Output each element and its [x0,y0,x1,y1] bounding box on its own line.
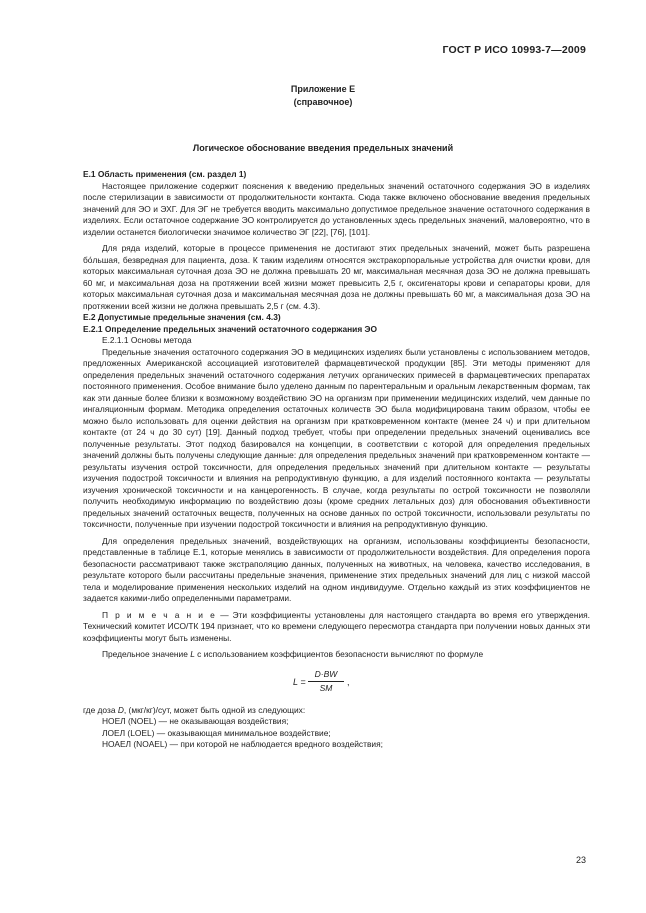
page-number: 23 [575,855,586,865]
list-item: НОАЕЛ (NOAEL) — при которой не наблюдается вредного воздействия; [102,739,383,749]
formula-lhs: L = [293,676,306,687]
formula-intro-text-end: с использованием коэффициентов безопасности вычисляют по формуле [194,649,484,659]
note [83,610,590,645]
where-variable: D [117,704,124,715]
list-item: НОЕЛ (NOEL) — не оказывающая воздействия; [102,716,289,726]
section-e1-heading: Е.1 Область применения (см. раздел 1) [83,169,247,179]
where-text: где доза [83,704,118,715]
formula-intro-variable: L [190,649,195,659]
section-e2-heading: Е.2 Допустимые предельные значения (см. 4.3) [83,312,281,322]
section-e21-heading: Е.2.1 Определение предельных значений остаточного содержания ЭО [83,323,378,334]
list-item: ЛОЕЛ (LOEL) — оказывающая минимальное воздействие; [102,727,331,738]
annex-status: (справочное) [293,96,353,107]
formula-numerator: D·BW [308,669,344,683]
formula-fraction [308,669,344,695]
section-e211-paragraph-2: Для определения предельных значений, воздействующих на организм, использованы коэффициенты безопасности, представленные в таблице Е.1, которые менялись в зависимости от продолжительности воздействия. Для определения порога безопасности рассматривают также экстраполяцию данных, полученных на животных, на человека, качество исследования, в результате которого были рассчитаны предельные значения, применение этих предельных значений для лиц с низкой массой тела и моделирование применения нескольких изделий на одном индивидууме. Отдельно каждый из этих коэффициентов не задается какими-либо определенными параметрами. [83,535,590,603]
dose-list [83,716,590,751]
note-text: — Эти коэффициенты установлены для настоящего стандарта во время его утверждения. Технический комитет ИСО/ТК 194 признает, что ко времени следующего пересмотра стандарта при получении новых данных эти коэффициенты могут быть изменены. [83,609,590,643]
standard-designation: ГОСТ Р ИСО 10993-7—2009 [442,44,586,56]
formula-intro [83,649,590,661]
section-e1-paragraph-2: Для ряда изделий, которые в процессе применения не достигают этих предельных значений, может быть разрешена бо́льшая, безвредная для пациента, доза. К таким изделиям относятся экстракорпоральные устройства для очистки крови, для которых максимальная суточная доза ЭО не должна превышать 20 мг, максимальная месячная доза ЭО не должна превышать 60 мг, и максимальная доза на протяжении всей жизни может превысить 2,5 г, оксигенаторы крови и сепараторы крови, для которых максимальная суточная доза и максимальная месячная доза не должны превышать 60 мг, а максимальная доза ЭО на протяжении всей жизни не должна превышать 2,5 г (см. 4.3). [83,243,590,311]
formula-trail: , [347,676,350,687]
where-text-end: , (мкг/кг)/сут, может быть одной из следующих: [123,704,306,715]
section-e1-paragraph-1: Настоящее приложение содержит пояснения к введению предельных значений остаточного содержания ЭО в изделиях после стерилизации в зависимости от продолжительности контакта. Сюда также включено обоснование введения предельных значений для ЭО и ЭХГ. Для ЭГ не требуется вводить максимально допустимое предельное значение остаточного содержания в изделиях. Если остаточное содержание ЭО контролируется до установленных здесь предельных значений, маловероятно, что в изделии останется биологически значимое количество ЭГ [22], [76], [101]. [83,180,590,237]
annex-header [0,83,646,108]
note-label: П р и м е ч а н и е [102,609,217,620]
formula-intro-text: Предельное значение [102,649,191,659]
formula [83,665,590,705]
section-e211-heading: Е.2.1.1 Основы метода [102,335,192,345]
annex-title: Приложение Е [290,84,356,94]
document-body [83,169,590,751]
document-title: Логическое обоснование введения предельных значений [192,143,454,153]
where-clause [83,705,590,717]
section-e211-paragraph-1: Предельные значения остаточного содержания ЭО в медицинских изделиях были установлены с использованием методов, предложенных Американской ассоциацией изготовителей фармацевтической продукции [85]. Эти методы применяют для определения предельных значений остаточного содержания летучих органических примесей в фармацевтических препаратах постоянного применения. Особое внимание было уделено данным по парентеральным и оральным лекарственным формам, так как эти данные более близки к возможному воздействию ЭО на организм при применении медицинских изделий, чем данные по ингаляционным формам. Методика определения остаточных количеств ЭО была модифицирована таким образом, чтобы ее можно было использовать для оценки действия на организм при кратковременном контакте (менее 24 ч) и при длительном контакте (от 24 ч до 30 сут) [19]. Данный подход требует, чтобы при определении предельных значений оценивались все полученные результаты. Этот подход базировался на концепции, в соответствии с которой для определения предельных значений должны быть получены следующие данные: для определения предельных значений при кратковременном контакте — результаты изучения острой токсичности, для определения предельных значений при длительном контакте — результаты изучения подострой токсичности и влияния на репродуктивную функцию, а для изделий постоянного контакта — результаты изучения хронической токсичности и на канцерогенность. В случае, когда результаты по острой токсичности не позволяли получить необходимую информацию по воздействию дозы (кроме средних летальных доз) для обоснования объективности предельных значений остаточных веществ, полученных на основе данных по острой токсичности, использовали результаты по токсичности, полученные при изучении подострой токсичности и влияния на репродуктивную функцию. [83,346,590,529]
formula-denominator: SM [319,683,333,693]
